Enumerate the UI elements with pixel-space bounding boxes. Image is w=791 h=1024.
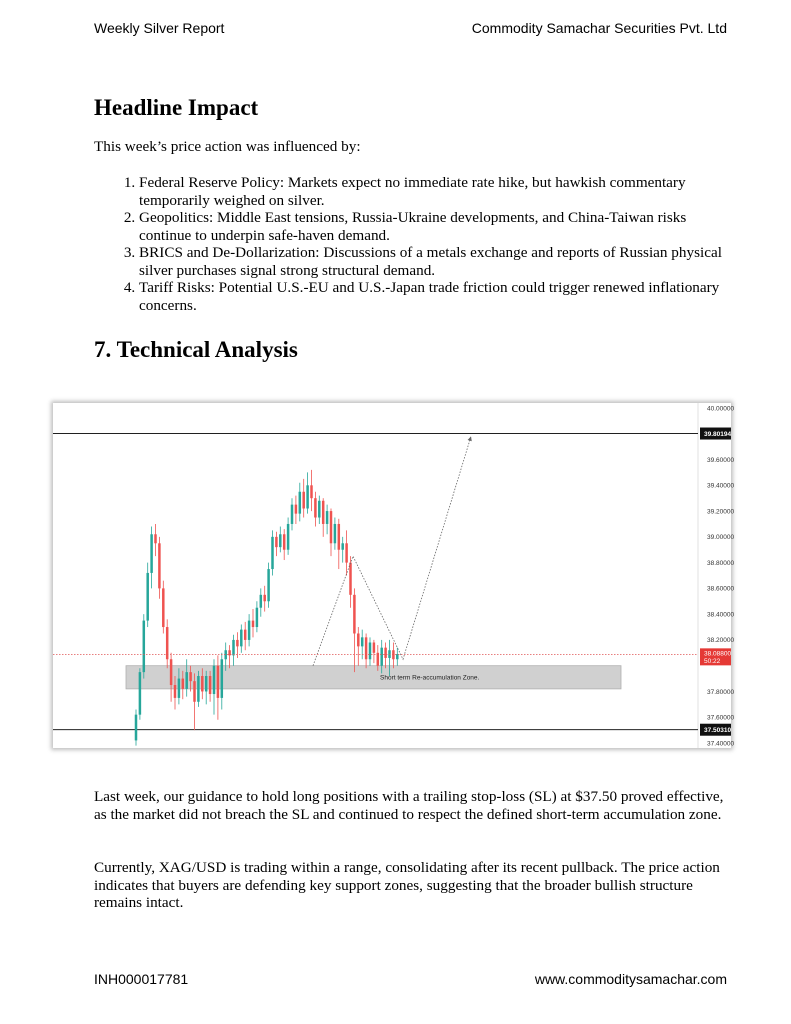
candle-body	[291, 505, 294, 524]
candle-body	[263, 595, 266, 601]
technical-paragraph-2: Currently, XAG/USD is trading within a range, consolidating after its recent pullback. The price action indicates that buyers are defending key support zones, suggesting that the broader bullish structure remains intact.	[94, 859, 720, 911]
candle-body	[380, 648, 383, 666]
y-tick-label: 40.00000	[707, 405, 735, 413]
header-report-title: Weekly Silver Report	[94, 20, 225, 36]
candle-body	[182, 679, 185, 689]
candle-body	[139, 672, 142, 715]
y-tick-label: 38.40000	[707, 611, 735, 619]
candle-body	[252, 621, 255, 627]
headline-intro: This week’s price action was influenced by:	[94, 138, 361, 155]
candle-body	[357, 633, 360, 646]
price-chart	[53, 403, 735, 748]
candle-body	[248, 621, 251, 640]
candle-body	[334, 524, 337, 543]
zone-rectangle	[126, 666, 621, 689]
candle-body	[232, 640, 235, 655]
candle-body	[193, 681, 196, 702]
candle-body	[201, 676, 204, 691]
candle-body	[178, 679, 181, 698]
candle-body	[377, 653, 380, 666]
candle-body	[170, 659, 173, 685]
candle-body	[295, 505, 298, 514]
candle-body	[260, 595, 263, 608]
candle-body	[287, 524, 290, 550]
y-tick-label: 39.60000	[707, 456, 735, 464]
list-item: 3. BRICS and De-Dollarization: Discussions of a metals exchange and reports of Russian physical silver purchases signal strong structural demand.	[139, 244, 729, 279]
headline-impact-list	[94, 174, 729, 314]
re-accumulation-zone	[126, 666, 621, 689]
list-item: 2. Geopolitics: Middle East tensions, Russia-Ukraine developments, and China-Taiwan risks continue to underpin safe-haven demand.	[139, 209, 729, 244]
candle-body	[384, 648, 387, 658]
candle-body	[213, 666, 216, 694]
candle-body	[146, 573, 149, 621]
candle-body	[326, 511, 329, 524]
candle	[271, 530, 274, 575]
current-price-label: 38.08800	[704, 650, 732, 658]
candle-body	[205, 676, 208, 691]
candle-body	[349, 563, 352, 595]
countdown-label: 50:22	[704, 657, 721, 665]
candle-body	[271, 537, 274, 569]
candle	[139, 668, 142, 720]
candle-body	[209, 676, 212, 694]
candle	[197, 671, 200, 707]
candle-body	[314, 498, 317, 517]
y-tick-label: 38.20000	[707, 637, 735, 645]
candle-body	[217, 666, 220, 698]
candle	[162, 581, 165, 634]
candle-body	[244, 630, 247, 640]
candle-body	[240, 630, 243, 647]
y-tick-label: 39.40000	[707, 482, 735, 490]
candle-body	[341, 543, 344, 549]
list-item: 4. Tariff Risks: Potential U.S.-EU and U.S.-Japan trade friction could trigger renewed inflationary concerns.	[139, 279, 729, 314]
candle-body	[224, 650, 227, 659]
y-tick-label: 37.60000	[707, 714, 735, 722]
candle-body	[302, 492, 305, 509]
candle-body	[322, 501, 325, 524]
list-item: 1. Federal Reserve Policy: Markets expect no immediate rate hike, but hawkish commentary temporarily weighed on silver.	[139, 174, 729, 209]
candle-body	[135, 715, 138, 741]
technical-analysis-heading: 7. Technical Analysis	[94, 337, 298, 362]
candle	[267, 563, 270, 608]
candle-body	[345, 543, 348, 562]
candle-body	[197, 676, 200, 702]
price-chart-frame	[53, 403, 735, 748]
candle-body	[369, 643, 372, 660]
candle-body	[353, 595, 356, 634]
candle-body	[361, 637, 364, 646]
candle-body	[174, 685, 177, 698]
candle-body	[392, 650, 395, 659]
y-tick-label: 38.80000	[707, 559, 735, 567]
candle-body	[256, 608, 259, 627]
candle-body	[150, 534, 153, 573]
candle-body	[189, 672, 192, 681]
candle-body	[154, 534, 157, 543]
current-price-badge	[700, 648, 731, 665]
candle	[143, 614, 146, 678]
technical-paragraph-1: Last week, our guidance to hold long positions with a trailing stop-loss (SL) at $37.50 proved effective, as the market did not breach the SL and continued to respect the defined short-term accumulation zone.	[94, 788, 724, 823]
y-tick-label: 39.20000	[707, 508, 735, 516]
candle-body	[275, 537, 278, 547]
candle-body	[185, 672, 188, 689]
candle-body	[279, 534, 282, 547]
headline-impact-heading: Headline Impact	[94, 95, 259, 120]
candle-body	[299, 492, 302, 514]
footer-registration-number: INH000017781	[94, 971, 189, 987]
zone-label: Short term Re-accumulation Zone.	[380, 674, 480, 682]
candle-body	[283, 534, 286, 549]
candle-body	[143, 621, 146, 673]
y-tick-label: 39.00000	[707, 534, 735, 542]
candle-body	[158, 543, 161, 588]
candle-body	[365, 637, 368, 659]
key-level-label: 39.80194	[704, 430, 732, 438]
candle-body	[310, 485, 313, 498]
key-level-label: 37.50310	[704, 727, 732, 735]
candle-body	[162, 588, 165, 627]
candle-body	[330, 511, 333, 543]
candle-body	[373, 643, 376, 653]
candle-body	[306, 485, 309, 508]
y-tick-label: 38.60000	[707, 585, 735, 593]
candle-body	[318, 501, 321, 518]
chart-background	[53, 403, 731, 748]
candle-body	[236, 640, 239, 646]
candle-body	[267, 569, 270, 601]
candle	[135, 710, 138, 746]
candle-body	[396, 654, 399, 659]
header-company-name: Commodity Samachar Securities Pvt. Ltd	[471, 20, 727, 36]
y-tick-label: 37.80000	[707, 688, 735, 696]
y-tick-label: 37.40000	[707, 740, 735, 748]
footer-website: www.commoditysamachar.com	[534, 971, 727, 987]
candle-body	[221, 659, 224, 698]
candle-body	[338, 524, 341, 550]
